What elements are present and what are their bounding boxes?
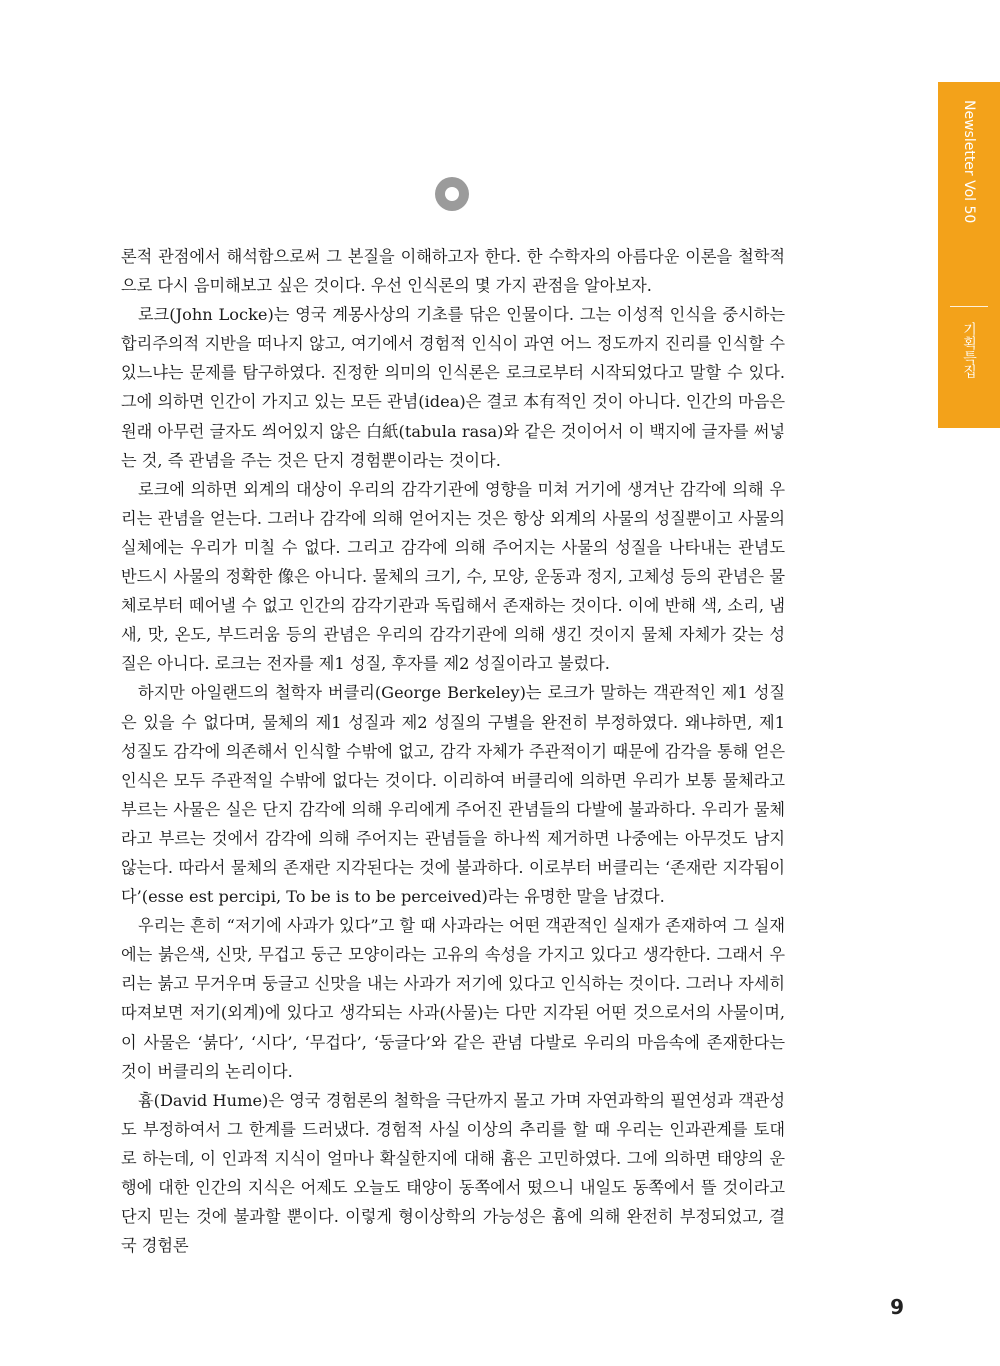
paragraph-berkeley: 하지만 아일랜드의 철학자 버클리(George Berkeley)는 로크가 말하는 객관적인 제1 성질은 있을 수 없다며, 물체의 제1 성질과 제2 성질의 구별을 완전히 부정하였다. 왜냐하면, 제1 성질도 감각에 의존해서 인식할 수밖에 없고, 감각 자체가 주관적이기 때문에 감각을 통해 얻은 인식은 모두 주관적일 수밖에 없다는 것이다. 이리하여 버클리에 의하면 우리가 보통 물체라고 부르는 사물은 실은 단지 감각에 의해 우리에게 주어진 관념들의 다발에 불과하다. 우리가 물체라고 부르는 것에서 감각에 의해 주어지는 관념들을 하나씩 제거하면 나중에는 아무것도 남지 않는다. 따라서 물체의 존재란 지각된다는 것에 불과하다. 이로부터 버클리는 ‘존재란 지각됨이다’(esse est percipi, To be is to be perceived)라는 유명한 말을 남겼다. xyxy=(121,683,785,907)
article-body xyxy=(121,242,785,1260)
section-title-label: 기획특집 xyxy=(961,322,977,378)
paragraph-locke: 로크(John Locke)는 영국 계몽사상의 기초를 닦은 인물이다. 그는 이성적 인식을 중시하는 합리주의적 지반을 떠나지 않고, 여기에서 경험적 인식이 과연 어느 정도까지 진리를 인식할 수 있느냐는 문제를 탐구하였다. 진정한 의미의 인식론은 로크로부터 시작되었다고 말할 수 있다. 그에 의하면 인간이 가지고 있는 모든 관념(idea)은 결코 本有적인 것이 아니다. 인간의 마음은 원래 아무런 글자도 씌어있지 않은 白紙(tabula rasa)와 같은 것이어서 이 백지에 글자를 써넣는 것, 즉 관념을 주는 것은 단지 경험뿐이라는 것이다. xyxy=(121,305,785,470)
paragraph-hume: 흄(David Hume)은 영국 경험론의 철학을 극단까지 몰고 가며 자연과학의 필연성과 객관성도 부정하여서 그 한계를 드러냈다. 경험적 사실 이상의 추리를 할 때 우리는 인과관계를 토대로 하는데, 이 인과적 지식이 얼마나 확실한지에 대해 흄은 고민하였다. 그에 의하면 태양의 운행에 대한 인간의 지식은 어제도 오늘도 태양이 동쪽에서 떴으니 내일도 동쪽에서 뜰 것이라고 단지 믿는 것에 불과할 뿐이다. 이렇게 형이상학의 가능성은 흄에 의해 완전히 부정되었고, 결국 경험론 xyxy=(121,1090,785,1256)
side-tab-divider xyxy=(950,306,988,307)
circle-ring-icon xyxy=(435,177,469,211)
paragraph-apple-example: 우리는 흔히 “저기에 사과가 있다”고 할 때 사과라는 어떤 객관적인 실재가 존재하여 그 실재에는 붉은색, 신맛, 무겁고 둥근 모양이라는 고유의 속성을 가지고 있다고 생각한다. 그래서 우리는 붉고 무거우며 둥글고 신맛을 내는 사과가 저기에 있다고 인식하는 것이다. 그러나 자세히 따져보면 저기(외계)에 있다고 생각되는 사과(사물)는 다만 지각된 어떤 것으로서의 사물이며, 이 사물은 ‘붉다’, ‘시다’, ‘무겁다’, ‘둥글다’와 같은 관념 다발로 우리의 마음속에 존재한다는 것이 버클리의 논리이다. xyxy=(121,916,785,1081)
page-number: 9 xyxy=(890,1295,904,1319)
newsletter-volume-label: Newsletter Vol 50 xyxy=(961,100,977,224)
paragraph-intro-continuation: 론적 관점에서 해석함으로써 그 본질을 이해하고자 한다. 한 수학자의 아름다운 이론을 철학적으로 다시 음미해보고 싶은 것이다. 우선 인식론의 몇 가지 관점을 알아보자. xyxy=(121,247,785,296)
paragraph-locke-qualities: 로크에 의하면 외계의 대상이 우리의 감각기관에 영향을 미쳐 거기에 생겨난 감각에 의해 우리는 관념을 얻는다. 그러나 감각에 의해 얻어지는 것은 항상 외계의 사물의 성질뿐이고 사물의 실체에는 우리가 미칠 수 없다. 그리고 감각에 의해 주어지는 사물의 성질을 나타내는 관념도 반드시 사물의 정확한 像은 아니다. 물체의 크기, 수, 모양, 운동과 정지, 고체성 등의 관념은 물체로부터 떼어낼 수 없고 인간의 감각기관과 독립해서 존재하는 것이다. 이에 반해 색, 소리, 냄새, 맛, 온도, 부드러움 등의 관념은 우리의 감각기관에 의해 생긴 것이지 물체 자체가 갖는 성질은 아니다. 로크는 전자를 제1 성질, 후자를 제2 성질이라고 불렀다. xyxy=(121,479,785,674)
section-side-tab xyxy=(938,82,1000,428)
